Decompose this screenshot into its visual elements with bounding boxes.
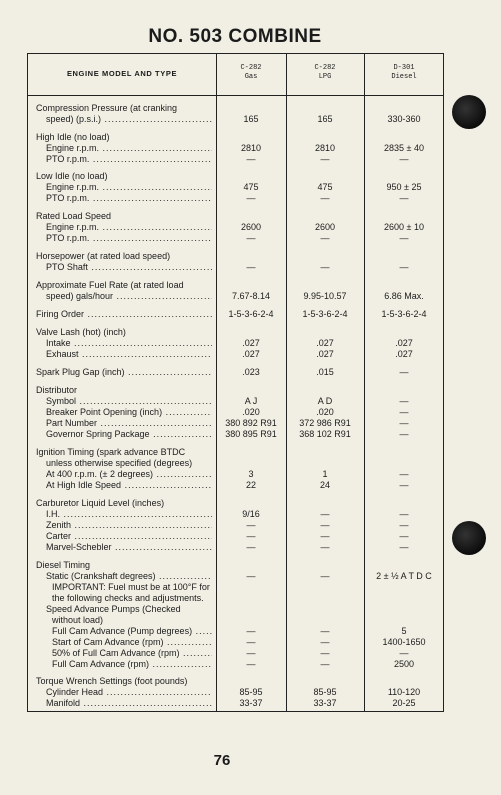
- row-value: 165: [243, 114, 259, 124]
- row-value: —: [399, 429, 409, 439]
- row-value: —: [320, 233, 330, 243]
- row-value: —: [246, 637, 256, 647]
- index-tab-mark: [452, 521, 486, 555]
- row-label: Cylinder Head .....: [46, 687, 212, 698]
- row-label: Carburetor Liquid Level (inches): [36, 498, 165, 508]
- row-value: .020: [316, 407, 334, 417]
- row-value: 9.95-10.57: [303, 291, 347, 301]
- row-value: 24: [319, 480, 330, 490]
- column-model: D-301: [393, 64, 415, 72]
- row-label: Low Idle (no load): [36, 171, 108, 181]
- row-value: 380 892 R91: [225, 418, 277, 428]
- row-value: —: [320, 154, 330, 164]
- row-value: 2600 ± 10: [384, 222, 424, 232]
- row-value: A J: [244, 396, 258, 406]
- row-value: —: [320, 637, 330, 647]
- row-label: PTO Shaft .....: [46, 262, 212, 273]
- row-label: Distributor: [36, 385, 78, 395]
- row-label: Start of Cam Advance (rpm) .....: [52, 637, 212, 648]
- page-number: 76: [213, 752, 231, 769]
- row-value: 330-360: [387, 114, 421, 124]
- row-value: 475: [317, 182, 333, 192]
- column-header-lpg: [286, 64, 364, 82]
- column-type: Diesel: [391, 73, 417, 81]
- column-type: LPG: [318, 73, 332, 81]
- row-value: —: [246, 154, 256, 164]
- row-value: 2600: [240, 222, 262, 232]
- row-value: 1: [322, 469, 328, 479]
- row-value: 6.86 Max.: [384, 291, 424, 301]
- row-label: High Idle (no load): [36, 132, 110, 142]
- row-label: speed) (p.s.i.) .....: [46, 114, 212, 125]
- column-model: C-282: [240, 64, 262, 72]
- row-label: At High Idle Speed .....: [46, 480, 212, 491]
- row-label: unless otherwise specified (degrees): [46, 458, 193, 468]
- row-label: Engine r.p.m. .....: [46, 143, 212, 154]
- row-value: 950 ± 25: [386, 182, 422, 192]
- row-value: 165: [317, 114, 333, 124]
- row-value: —: [246, 520, 256, 530]
- row-value: —: [399, 396, 409, 406]
- row-label: I.H. .....: [46, 509, 212, 520]
- row-label: Engine r.p.m. .....: [46, 222, 212, 233]
- row-value: —: [246, 659, 256, 669]
- index-tab-mark: [452, 95, 486, 129]
- row-value: —: [399, 367, 409, 377]
- row-label: Engine r.p.m. .....: [46, 182, 212, 193]
- row-label: IMPORTANT: Fuel must be at 100°F for: [52, 582, 210, 592]
- row-value: 2 ± ½ A T D C: [376, 571, 432, 581]
- row-value: 85-95: [313, 687, 337, 697]
- row-label: PTO r.p.m. .....: [46, 154, 212, 165]
- row-value: 7.67-8.14: [231, 291, 271, 301]
- row-value: 2500: [393, 659, 415, 669]
- row-label: PTO r.p.m. .....: [46, 193, 212, 204]
- row-value: 380 895 R91: [225, 429, 277, 439]
- row-value: .015: [316, 367, 334, 377]
- row-value: 2810: [314, 143, 336, 153]
- row-label: Governor Spring Package .....: [46, 429, 212, 440]
- row-value: 33-37: [313, 698, 337, 708]
- row-value: —: [246, 233, 256, 243]
- row-value: —: [399, 542, 409, 552]
- row-value: 2600: [314, 222, 336, 232]
- row-label: At 400 r.p.m. (± 2 degrees) .....: [46, 469, 212, 480]
- row-value: —: [320, 626, 330, 636]
- row-value: —: [399, 480, 409, 490]
- row-value: 2810: [240, 143, 262, 153]
- row-value: —: [399, 262, 409, 272]
- row-label: PTO r.p.m. .....: [46, 233, 212, 244]
- row-label: without load): [52, 615, 104, 625]
- row-value: A D: [317, 396, 333, 406]
- row-value: —: [246, 648, 256, 658]
- row-value: 2835 ± 40: [384, 143, 424, 153]
- row-value: —: [320, 531, 330, 541]
- column-model: C-282: [314, 64, 336, 72]
- row-value: .027: [242, 349, 260, 359]
- row-label: Breaker Point Opening (inch) .....: [46, 407, 212, 418]
- row-value: —: [246, 542, 256, 552]
- row-label: Speed Advance Pumps (Checked: [46, 604, 181, 614]
- row-value: —: [399, 509, 409, 519]
- row-value: 368 102 R91: [299, 429, 351, 439]
- column-header-gas: [216, 64, 286, 82]
- row-value: .027: [395, 338, 413, 348]
- row-label: Full Cam Advance (rpm) .....: [52, 659, 212, 670]
- row-value: 475: [243, 182, 259, 192]
- row-label: Firing Order .....: [36, 309, 212, 320]
- row-value: 1-5-3-6-2-4: [228, 309, 274, 319]
- engine-spec-table: [27, 53, 444, 712]
- row-label: Intake .....: [46, 338, 212, 349]
- row-value: 9/16: [242, 509, 260, 519]
- row-label: Diesel Timing: [36, 560, 91, 570]
- row-value: —: [399, 469, 409, 479]
- row-value: .027: [242, 338, 260, 348]
- row-label: Compression Pressure (at cranking: [36, 103, 178, 113]
- row-label: Static (Crankshaft degrees) .....: [46, 571, 212, 582]
- row-label: Ignition Timing (spark advance BTDC: [36, 447, 186, 457]
- row-label: Full Cam Advance (Pump degrees) .....: [52, 626, 212, 637]
- row-value: .027: [316, 338, 334, 348]
- row-value: —: [399, 418, 409, 428]
- row-value: 85-95: [239, 687, 263, 697]
- row-value: —: [320, 659, 330, 669]
- row-value: —: [399, 233, 409, 243]
- engine-model-header: ENGINE MODEL AND TYPE: [66, 69, 178, 78]
- row-value: —: [320, 262, 330, 272]
- row-value: —: [320, 520, 330, 530]
- row-value: 22: [245, 480, 256, 490]
- row-value: 20-25: [392, 698, 416, 708]
- row-value: —: [320, 509, 330, 519]
- row-label: the following checks and adjustments.: [52, 593, 204, 603]
- row-label: Marvel-Schebler .....: [46, 542, 212, 553]
- row-label: Part Number .....: [46, 418, 212, 429]
- row-value: —: [399, 520, 409, 530]
- row-value: .020: [242, 407, 260, 417]
- row-value: 1-5-3-6-2-4: [302, 309, 348, 319]
- row-label: Torque Wrench Settings (foot pounds): [36, 676, 188, 686]
- row-label: Approximate Fuel Rate (at rated load: [36, 280, 184, 290]
- row-label: 50% of Full Cam Advance (rpm) .....: [52, 648, 212, 659]
- row-value: —: [320, 542, 330, 552]
- row-value: —: [320, 648, 330, 658]
- row-label: speed) gals/hour .....: [46, 291, 212, 302]
- row-value: —: [399, 407, 409, 417]
- row-value: —: [320, 571, 330, 581]
- row-value: .027: [395, 349, 413, 359]
- row-value: —: [399, 531, 409, 541]
- row-label: Carter .....: [46, 531, 212, 542]
- table-header: [28, 54, 443, 96]
- row-value: 110-120: [387, 687, 421, 697]
- row-value: —: [246, 262, 256, 272]
- row-value: 1400-1650: [382, 637, 426, 647]
- row-label: Symbol .....: [46, 396, 212, 407]
- row-value: —: [320, 193, 330, 203]
- row-value: —: [246, 193, 256, 203]
- page-title: NO. 503 COMBINE: [148, 26, 322, 47]
- row-label: Zenith .....: [46, 520, 212, 531]
- row-value: —: [246, 571, 256, 581]
- row-value: .023: [242, 367, 260, 377]
- column-header-diesel: [364, 64, 444, 82]
- row-label: Rated Load Speed: [36, 211, 112, 221]
- row-value: —: [399, 154, 409, 164]
- row-value: —: [246, 626, 256, 636]
- row-label: Manifold .....: [46, 698, 212, 709]
- row-value: —: [399, 193, 409, 203]
- row-value: 33-37: [239, 698, 263, 708]
- row-value: 1-5-3-6-2-4: [381, 309, 427, 319]
- row-value: —: [399, 648, 409, 658]
- row-label: Spark Plug Gap (inch) .....: [36, 367, 212, 378]
- row-label: Horsepower (at rated load speed): [36, 251, 171, 261]
- row-value: —: [246, 531, 256, 541]
- column-type: Gas: [244, 73, 258, 81]
- row-label: Valve Lash (hot) (inch): [36, 327, 126, 337]
- row-value: 3: [248, 469, 254, 479]
- row-value: 5: [401, 626, 407, 636]
- row-label: Exhaust .....: [46, 349, 212, 360]
- row-value: .027: [316, 349, 334, 359]
- row-value: 372 986 R91: [299, 418, 351, 428]
